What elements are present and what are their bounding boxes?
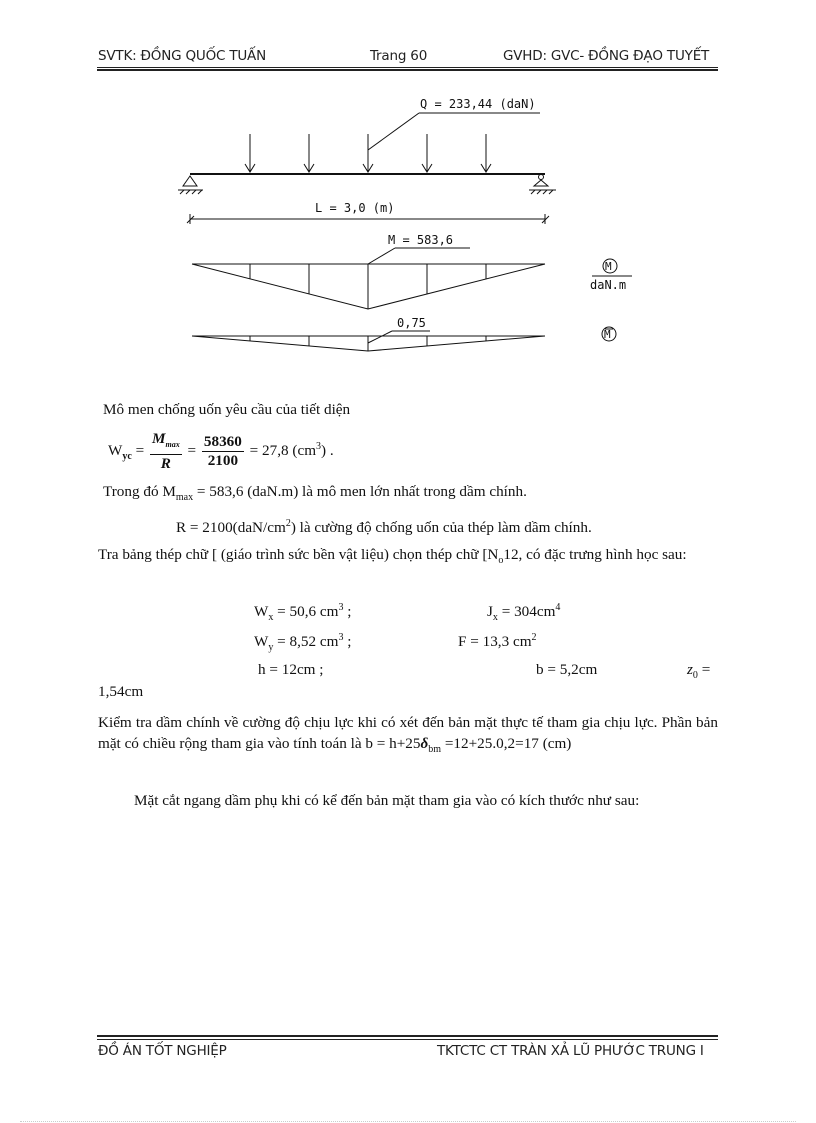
section-modulus-intro: Mô men chống uốn yêu cầu của tiết diện [103,401,351,418]
svg-text:M: M [605,260,612,273]
strength-check-paragraph: Kiểm tra dầm chính về cường độ chịu lực khi có xét đến bản mặt thực tế tham gia chịu lực. Phần bản mặt có chiều rộng tham gia vào tính toán là $b = h+25\delta_{bm} =12+25.0,2=17$ (cm) [98,714,718,756]
b-value: b = 5,2cm [536,661,598,678]
steel-selection-paragraph: Tra bảng thép chữ [ (giáo trình sức bền vật liệu) chọn thép chữ [$N_o12$, có đặc trưng hình học sau: [98,546,687,567]
moment-label: M = 583,6 [388,233,454,247]
svg-text:M: M [604,328,611,341]
wy-value: $W_y = 8,52$ $cm^3$ ; [254,632,352,654]
load-label: Q = 233,44 (daN) [420,97,536,111]
footer-rule [97,1039,718,1040]
footer-left: ĐỒ ÁN TỐT NGHIỆP [98,1043,227,1059]
wyc-equation: $W_{yc}$ = $\frac{M_{max}}{R}$ = $\frac{58360}{2100}$ = 27,8 $(cm^3)$ . [108,430,334,473]
unit-moment-legend [602,327,616,341]
moment-unit-text: daN.m [590,278,627,292]
beam-diagram [0,0,816,380]
load-arrows [245,134,491,172]
unit-moment-label: 0,75 [397,316,426,330]
footer-rule-thick [97,1035,718,1037]
mmax-definition: Trong đó $M_{max} = 583,6$ (daN.m) là mô men lớn nhất trong dầm chính. [103,483,527,504]
wx-value: $W_x = 50,6$ $cm^3$ ; [254,602,352,624]
header-page-number: Trang 60 [370,48,428,64]
h-value: h = 12cm ; [258,661,324,678]
moment-leader [368,248,395,264]
header-student: SVTK: ĐỒNG QUỐC TUẤN [98,48,266,64]
jx-value: $J_x = 304cm^4$ [487,602,561,624]
header-advisor: GVHD: GVC- ĐỒNG ĐẠO TUYẾT [503,48,710,64]
unit-moment-diagram [192,336,545,351]
page-edge [20,1121,796,1122]
right-support [529,175,556,195]
moment-legend [590,259,632,292]
footer-right: TKTCTC CT TRÀN XẢ LŨ PHƯỚC TRUNG I [437,1043,704,1059]
cross-section-paragraph: Mặt cắt ngang dầm phụ khi có kể đến bản mặt tham gia vào có kích thước như sau: [134,792,640,809]
unit-moment-leader [368,331,392,343]
r-definition: $R = 2100(daN/cm^2)$ là cường độ chống uốn của thép làm dầm chính. [176,518,592,537]
length-label: L = 3,0 (m) [315,201,395,215]
f-value: F = 13,3 $cm^2$ [458,632,537,651]
z0-label: $z_0$ = [687,661,711,682]
moment-diagram [192,264,545,309]
load-leader [368,113,419,150]
z0-value: 1,54cm [98,683,144,700]
left-support [178,176,203,194]
